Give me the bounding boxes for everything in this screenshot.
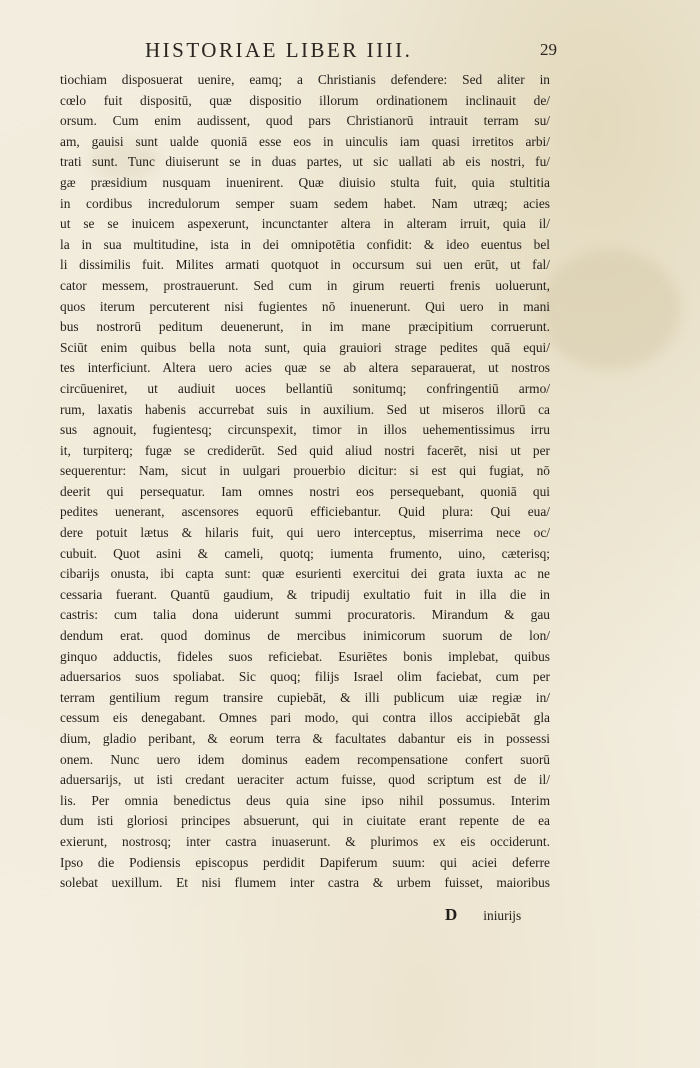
text-line: aduersarijs, ut isti credant ueraciter actum fuisse, quod scriptum est de il/ [60, 772, 550, 788]
body-text-block [60, 70, 550, 894]
text-line: solebat uexillum. Et nisi flumem inter castra & urbem fuisset, maioribus [60, 875, 550, 891]
text-line: sequerentur: Nam, sicut in uulgari prouerbio dicitur: si est qui fugiat, nō [60, 463, 550, 479]
paper-stain [540, 250, 680, 370]
footer-marks [445, 905, 555, 925]
text-line: dum isti gloriosi principes absuerunt, qui in ciuitate erant repente de ea [60, 813, 550, 829]
text-line: quos iterum percuterent nisi fugientes nō inuenerunt. Qui uero in mani [60, 298, 550, 314]
text-line: la in sua multitudine, ista in dei omnipotētia confidit: & ideo euentus bel [60, 236, 550, 252]
text-line: cator messem, prostrauerunt. Sed cum in girum reuerti frenis uoluerunt, [60, 277, 550, 293]
text-line: cubuit. Quot asini & cameli, quotq; iumenta frumento, uino, cæterisq; [60, 545, 550, 561]
text-line: aduersarios suos spoliabat. Sic quoq; filijs Israel olim faciebat, cum per [60, 669, 550, 685]
text-line: circūueniret, ut audiuit uoces bellantiū sonitumq; confringentiū armo/ [60, 380, 550, 396]
text-line: dendum erat. quod dominus de mercibus inimicorum suorum de lon/ [60, 628, 550, 644]
text-line: Ipso die Podiensis episcopus perdidit Dapiferum suum: qui aciei deferre [60, 854, 550, 870]
text-line: cibarijs onusta, ibi capta sunt: quæ esurienti exercitui dei grata iuxta ac ne [60, 566, 550, 582]
text-line: cessum eis denegabant. Omnes pari modo, qui contra illos accipiebāt gla [60, 710, 550, 726]
text-line: lis. Per omnia benedictus deus quia sine ipso nihil possumus. Interim [60, 792, 550, 808]
text-line: pedites uenerant, ascensores equorū efficiebantur. Quid plura: Qui eua/ [60, 504, 550, 520]
text-line: exierunt, nostrosq; inter castra inuaserunt. & plurimos ex eis occiderunt. [60, 833, 550, 849]
text-line: gæ præsidium nusquam inuenirent. Quæ diuisio stulta fuit, quia stultitia [60, 174, 550, 190]
text-line: in cordibus incredulorum semper suam sedem habet. Nam utræq; acies [60, 195, 550, 211]
text-line: onem. Nunc uero idem dominus eadem recompensatione confert suorū [60, 751, 550, 767]
text-line: sus agnouit, fugientesq; circunspexit, timor in illos uehementissimus irru [60, 422, 550, 438]
text-line: trati sunt. Tunc diuiserunt se in duas partes, ut sic uallati ab eis nostri, fu/ [60, 154, 550, 170]
text-line: deerit qui persequatur. Iam omnes nostri eos persequebant, quoniā qui [60, 483, 550, 499]
catchword: iniurijs [483, 908, 522, 923]
text-line: cessaria fuerant. Quantū gaudium, & tripudij exultatio fuit in illa die in [60, 586, 550, 602]
text-line: orsum. Cum enim audissent, quod pars Christianorū intrauit terram su/ [60, 113, 550, 129]
text-line: tiochiam disposuerat uenire, eamq; a Christianis defendere: Sed aliter in [60, 72, 550, 87]
text-line: dere potuit lætus & hilaris fuit, qui uero interceptus, miserrima nece oc/ [60, 525, 550, 541]
text-line: tes interficiunt. Altera uero acies quæ se ab altera separauerat, ut nostros [60, 360, 550, 376]
text-line: castris: cum talia dona uiderunt summi procuratoris. Mirandum & gau [60, 607, 550, 623]
text-line: dium, gladio peribant, & eorum terra & facultates dabantur eis in possessi [60, 731, 550, 746]
text-line: ginquo adductis, fideles suos reficiebat. Esuriētes bonis implebat, quibus [60, 648, 550, 664]
text-line: Sciūt enim quibus bella nota sunt, quia grauiori strage pedites quā equi/ [60, 339, 550, 355]
running-title: HISTORIAE LIBER IIII. [145, 38, 413, 62]
text-line: terram gentilium regum transire cupiebāt, & illi publicum uiæ regiæ in/ [60, 689, 550, 705]
folio-number: 29 [540, 40, 557, 59]
signature-mark: D [445, 905, 458, 924]
text-line: cœlo fuit dispositū, quæ dispositio illorum ordinationem inclinauit de/ [60, 92, 550, 108]
text-line: bus nostrorū peditum deuenerunt, in im mane præcipitium corruerunt. [60, 319, 550, 335]
text-line: rum, laxatis habenis accurrebat suis in auxilium. Sed ut miseros illorū ca [60, 401, 550, 417]
text-line: am, gauisi sunt ualde quoniā esse eos in uinculis iam quasi irretitos arbi/ [60, 133, 550, 149]
text-line: ut se se inuicem aspexerunt, incunctanter altera in alteram irruit, quia il/ [60, 216, 550, 232]
text-line: li dissimilis fuit. Milites armati quotquot in occursum sui uen erūt, ut fal/ [60, 257, 550, 273]
text-line: it, turpiterq; fugæ se crediderūt. Sed quid aliud nostri facerēt, nisi ut per [60, 442, 550, 458]
